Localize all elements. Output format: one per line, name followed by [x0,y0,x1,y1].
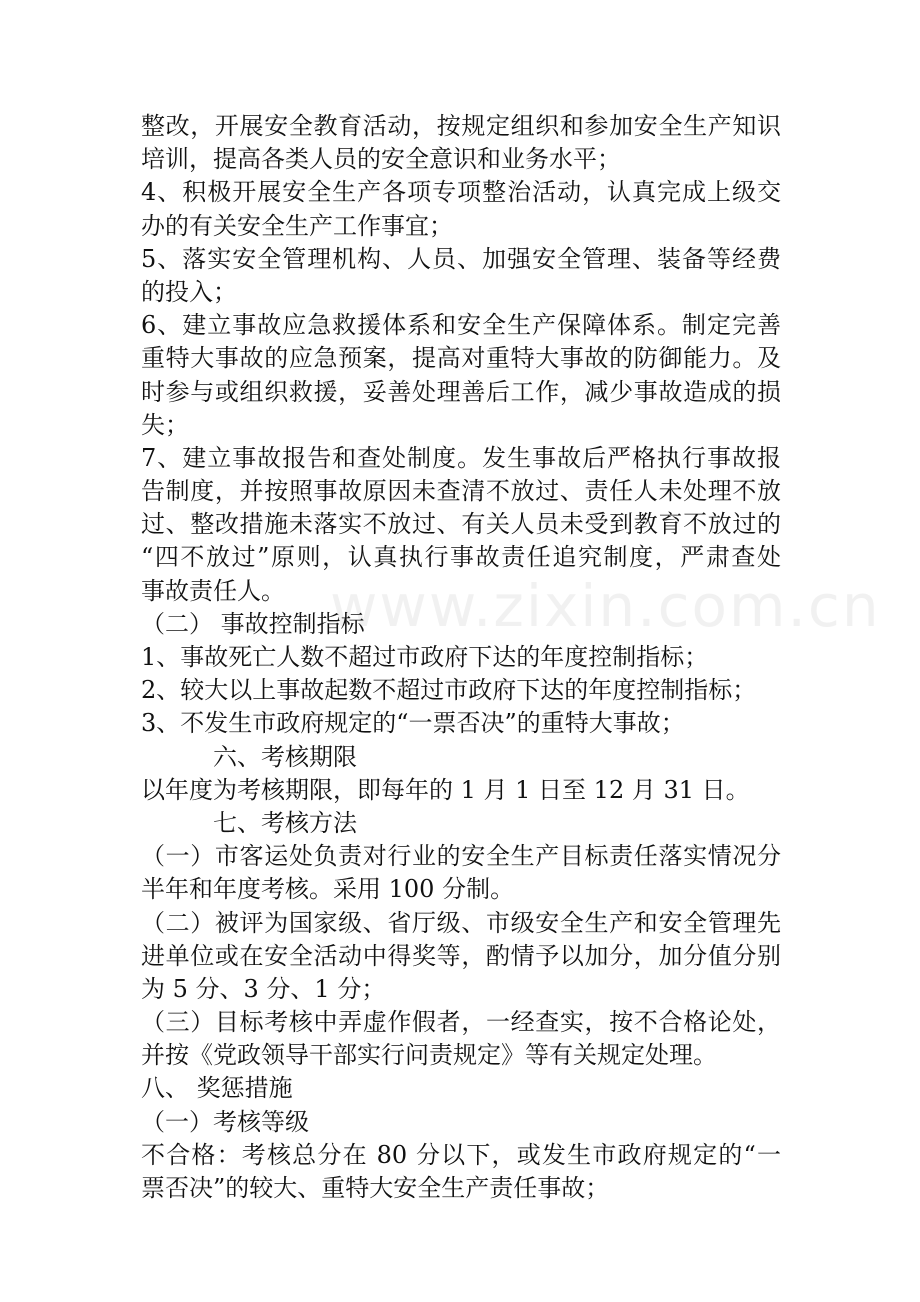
body-line: 培训，提高各类人员的安全意识和业务水平； [141,145,621,174]
body-line: 2、较大以上事故起数不超过市政府下达的年度控制指标； [141,676,757,705]
body-line: 过、整改措施未落实不放过、有关人员未受到教育不放过的 [141,510,781,539]
body-line: 时参与或组织救援，妥善处理善后工作，减少事故造成的损 [141,377,781,406]
body-line: 并按《党政领导干部实行问责规定》等有关规定处理。 [141,1041,717,1070]
body-line: 不合格：考核总分在 80 分以下，或发生市政府规定的“一 [141,1140,781,1169]
body-line: 票否决”的较大、重特大安全生产责任事故； [141,1174,610,1202]
body-line: 为 5 分、3 分、1 分； [141,974,386,1003]
body-line: “四不放过”原则，认真执行事故责任追究制度，严肃查处 [141,543,781,572]
section-heading: 六、考核期限 [213,742,357,771]
section-heading: （二） 事故控制指标 [141,609,365,638]
section-heading: 七、考核方法 [213,808,357,837]
body-line: 1、事故死亡人数不超过市政府下达的年度控制指标； [141,643,709,671]
watermark: www.zixin.com.cn [330,572,881,640]
body-line: 重特大事故的应急预案，提高对重特大事故的防御能力。及 [141,344,781,373]
section-heading: 八、 奖惩措施 [141,1074,293,1103]
document-body [141,110,781,1205]
body-line: 告制度，并按照事故原因未查清不放过、责任人未处理不放 [141,477,781,506]
body-line: 4、积极开展安全生产各项专项整治活动，认真完成上级交 [141,178,781,207]
body-line: （一）市客运处负责对行业的安全生产目标责任落实情况分 [141,842,781,871]
body-line: 整改，开展安全教育活动，按规定组织和参加安全生产知识 [141,112,781,140]
body-line: 半年和年度考核。采用 100 分制。 [141,875,515,904]
body-line: （二）被评为国家级、省厅级、市级安全生产和安全管理先 [141,908,781,937]
subsection-heading: （一）考核等级 [141,1107,309,1136]
body-line: 办的有关安全生产工作事宜； [141,211,453,240]
body-line: 失； [141,410,189,439]
body-line: 6、建立事故应急救援体系和安全生产保障体系。制定完善 [141,311,781,340]
body-line: 进单位或在安全活动中得奖等，酌情予以加分，加分值分别 [141,941,781,970]
body-line: 3、不发生市政府规定的“一票否决”的重特大事故； [141,709,685,738]
body-line: 5、落实安全管理机构、人员、加强安全管理、装备等经费 [141,244,781,273]
body-line: 事故责任人。 [141,576,285,605]
body-line: 7、建立事故报告和查处制度。发生事故后严格执行事故报 [141,443,781,472]
body-line: 的投入； [141,277,237,306]
body-line: 以年度为考核期限，即每年的 1 月 1 日至 12 月 31 日。 [141,775,750,804]
body-line: （三）目标考核中弄虚作假者，一经查实，按不合格论处， [141,1008,781,1037]
